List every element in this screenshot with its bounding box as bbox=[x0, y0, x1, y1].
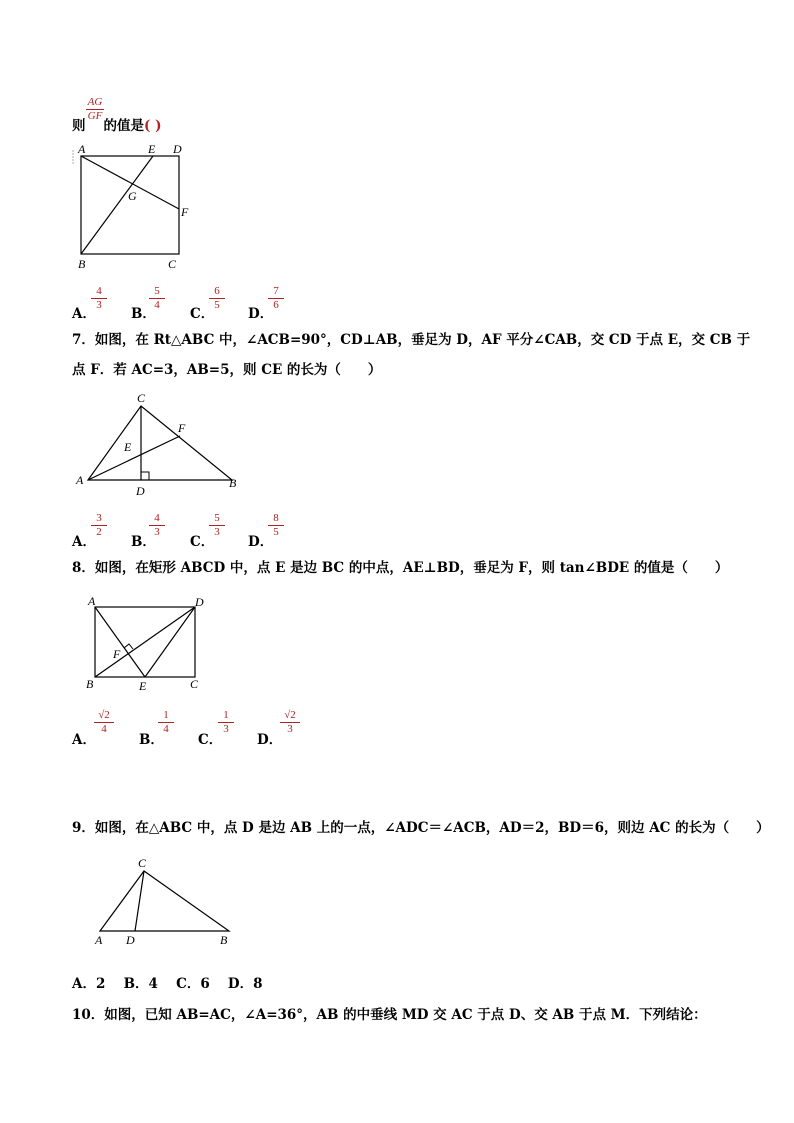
q7-label-f: F bbox=[178, 421, 186, 435]
q7-option-b-frac: 4 3 bbox=[149, 513, 165, 538]
q7-right-angle-mark bbox=[141, 472, 149, 480]
q6-option-b-frac: 5 4 bbox=[149, 286, 165, 311]
q6-suffix: 的值是 bbox=[103, 118, 144, 134]
q8-line-de bbox=[145, 607, 195, 677]
q7-label-d: D bbox=[136, 484, 145, 498]
q6-option-d[interactable]: D． bbox=[248, 306, 274, 322]
q7-label-e: E bbox=[124, 440, 132, 454]
q7-option-d-frac: 8 5 bbox=[268, 513, 284, 538]
q8-option-b[interactable]: B． bbox=[139, 732, 164, 748]
q6-stem bbox=[72, 117, 161, 135]
q7-figure bbox=[72, 390, 247, 500]
q7-option-a[interactable]: A． bbox=[72, 534, 96, 550]
q6-label-f: F bbox=[181, 205, 189, 219]
q6-prefix: 则 bbox=[72, 118, 86, 134]
q6-label-a: A bbox=[78, 142, 86, 156]
q7-option-c-frac: 5 3 bbox=[209, 513, 225, 538]
q7-stem-line1: 7．如图，在 Rt△ABC 中，∠ACB=90°，CD⊥AB，垂足为 D，AF 平分∠CAB，交 CD 于点 E，交 CB 于 bbox=[72, 332, 751, 348]
q8-label-e: E bbox=[139, 679, 147, 692]
q6-label-e: E bbox=[148, 142, 156, 156]
q8-label-d: D bbox=[195, 595, 204, 609]
q9-stem-line1: 9．如图，在△ABC 中，点 D 是边 AB 上的一点，∠ADC＝∠ACB，AD＝2，BD＝6，则边 AC 的长为（ ） bbox=[72, 820, 770, 836]
q8-diagonal-bd bbox=[95, 607, 195, 677]
q7-stem-line2: 点 F．若 AC=3，AB=5，则 CE 的长为（ ） bbox=[72, 362, 382, 378]
q9-figure bbox=[90, 855, 240, 950]
q9-segment-cd bbox=[135, 871, 144, 931]
q8-option-a[interactable]: A． bbox=[72, 732, 96, 748]
q8-line-ae bbox=[95, 607, 145, 677]
q6-option-b[interactable]: B． bbox=[131, 306, 156, 322]
q7-triangle bbox=[88, 406, 232, 480]
q6-option-c[interactable]: C． bbox=[190, 306, 215, 322]
q7-option-a-frac: 3 2 bbox=[91, 513, 107, 538]
q6-frac-num: AG bbox=[87, 96, 103, 108]
q6-option-c-frac: 6 5 bbox=[209, 286, 225, 311]
q7-label-a: A bbox=[76, 473, 84, 487]
q6-option-d-frac: 7 6 bbox=[268, 286, 284, 311]
q9-options[interactable]: A．2 B．4 C．6 D．8 bbox=[72, 976, 263, 992]
q6-option-a[interactable]: A． bbox=[72, 306, 96, 322]
q9-label-c: C bbox=[138, 856, 147, 870]
q8-label-c: C bbox=[190, 677, 199, 691]
q9-label-b: B bbox=[220, 933, 228, 947]
q6-option-a-frac: 4 3 bbox=[91, 286, 107, 311]
q8-option-a-frac: √2 4 bbox=[94, 710, 114, 735]
q6-label-d: D bbox=[173, 142, 182, 156]
q7-option-b[interactable]: B． bbox=[131, 534, 156, 550]
q6-label-c: C bbox=[168, 257, 177, 271]
q6-figure bbox=[60, 138, 210, 273]
q6-label-b: B bbox=[78, 257, 86, 271]
q6-paren: ( ) bbox=[144, 118, 162, 134]
q7-option-d[interactable]: D． bbox=[248, 534, 274, 550]
q9-triangle bbox=[100, 871, 229, 931]
q6-label-g: G bbox=[128, 189, 137, 203]
q8-label-a: A bbox=[88, 594, 96, 608]
q8-label-f: F bbox=[113, 647, 121, 661]
q7-label-c: C bbox=[137, 391, 146, 405]
q6-square bbox=[81, 156, 179, 254]
q8-figure bbox=[80, 592, 215, 692]
q7-label-b: B bbox=[229, 476, 237, 490]
q9-label-d: D bbox=[126, 933, 135, 947]
q8-right-angle-mark bbox=[124, 644, 133, 649]
q8-stem-line1: 8．如图，在矩形 ABCD 中，点 E 是边 BC 的中点，AE⊥BD，垂足为 F，则 tan∠BDE 的值是（ ） bbox=[72, 560, 729, 576]
q8-option-c[interactable]: C． bbox=[198, 732, 223, 748]
q8-option-d-frac: √2 3 bbox=[280, 710, 300, 735]
q8-option-d[interactable]: D． bbox=[257, 732, 283, 748]
q10-stem-line1: 10．如图，已知 AB=AC，∠A=36°，AB 的中垂线 MD 交 AC 于点 D、交 AB 于点 M．下列结论： bbox=[72, 1007, 707, 1023]
q8-label-b: B bbox=[86, 677, 94, 691]
q9-label-a: A bbox=[95, 933, 103, 947]
q7-option-c[interactable]: C． bbox=[190, 534, 215, 550]
q8-option-b-frac: 1 4 bbox=[158, 710, 174, 735]
q6-line-be bbox=[81, 156, 153, 254]
q8-option-c-frac: 1 3 bbox=[218, 710, 234, 735]
q7-bisector-af bbox=[88, 436, 180, 480]
q6-frac-den: GF bbox=[87, 110, 103, 122]
